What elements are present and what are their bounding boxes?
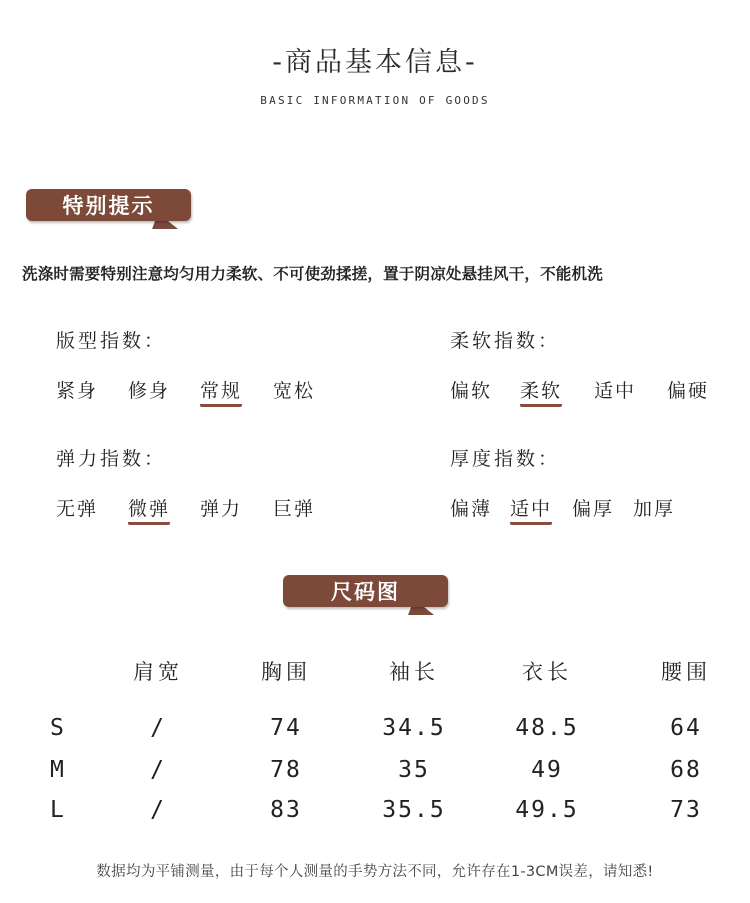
- elasticity-option: 巨弹: [273, 498, 316, 520]
- elasticity-index-title: 弹力指数：: [56, 448, 167, 470]
- thickness-option: 偏薄: [450, 498, 493, 520]
- size-header-sleeve: 袖长: [389, 660, 439, 684]
- table-cell: /: [150, 797, 166, 823]
- table-cell: /: [150, 757, 166, 783]
- elasticity-option: 无弹: [56, 498, 99, 520]
- fit-index-title: 版型指数：: [56, 330, 167, 352]
- thickness-index-title: 厚度指数：: [450, 448, 561, 470]
- measurement-disclaimer: 数据均为平铺测量，由于每个人测量的手势方法不同，允许存在1-3CM误差，请知悉!: [96, 864, 654, 880]
- elasticity-option-selected: 微弹: [128, 494, 170, 525]
- softness-option-selected: 柔软: [520, 376, 562, 407]
- table-cell: 35.5: [382, 797, 446, 823]
- table-cell: 74: [270, 715, 302, 741]
- table-cell: 73: [670, 797, 702, 823]
- size-chart-tag: 尺码图: [283, 575, 448, 607]
- page-title: -商品基本信息-: [272, 47, 478, 78]
- care-notice: 洗涤时需要特别注意均匀用力柔软、不可使劲揉搓，置于阴凉处悬挂风干，不能机洗: [22, 265, 603, 283]
- table-cell: 49: [531, 757, 563, 783]
- thickness-option-selected: 适中: [510, 494, 552, 525]
- size-label: M: [50, 757, 64, 783]
- softness-index-title: 柔软指数：: [450, 330, 561, 352]
- table-cell: /: [150, 715, 166, 741]
- fit-option: 修身: [128, 380, 171, 402]
- size-header-length: 衣长: [522, 660, 572, 684]
- fit-option: 宽松: [273, 380, 316, 402]
- softness-option: 适中: [594, 380, 637, 402]
- size-header-shoulder: 肩宽: [133, 660, 183, 684]
- table-cell: 48.5: [515, 715, 579, 741]
- page-subtitle: BASIC INFORMATION OF GOODS: [260, 94, 490, 107]
- thickness-option: 偏厚: [572, 498, 615, 520]
- size-label: L: [50, 797, 64, 823]
- elasticity-option: 弹力: [200, 498, 243, 520]
- size-label: S: [50, 715, 64, 741]
- table-cell: 49.5: [515, 797, 579, 823]
- table-cell: 64: [670, 715, 702, 741]
- softness-option: 偏硬: [667, 380, 710, 402]
- size-header-chest: 胸围: [261, 660, 311, 684]
- softness-option: 偏软: [450, 380, 493, 402]
- size-header-waist: 腰围: [661, 660, 711, 684]
- table-cell: 34.5: [382, 715, 446, 741]
- table-cell: 83: [270, 797, 302, 823]
- notice-tag: 特别提示: [26, 189, 191, 221]
- thickness-option: 加厚: [633, 498, 676, 520]
- table-cell: 78: [270, 757, 302, 783]
- table-cell: 35: [398, 757, 430, 783]
- fit-option-selected: 常规: [200, 376, 242, 407]
- table-cell: 68: [670, 757, 702, 783]
- fit-option: 紧身: [56, 380, 99, 402]
